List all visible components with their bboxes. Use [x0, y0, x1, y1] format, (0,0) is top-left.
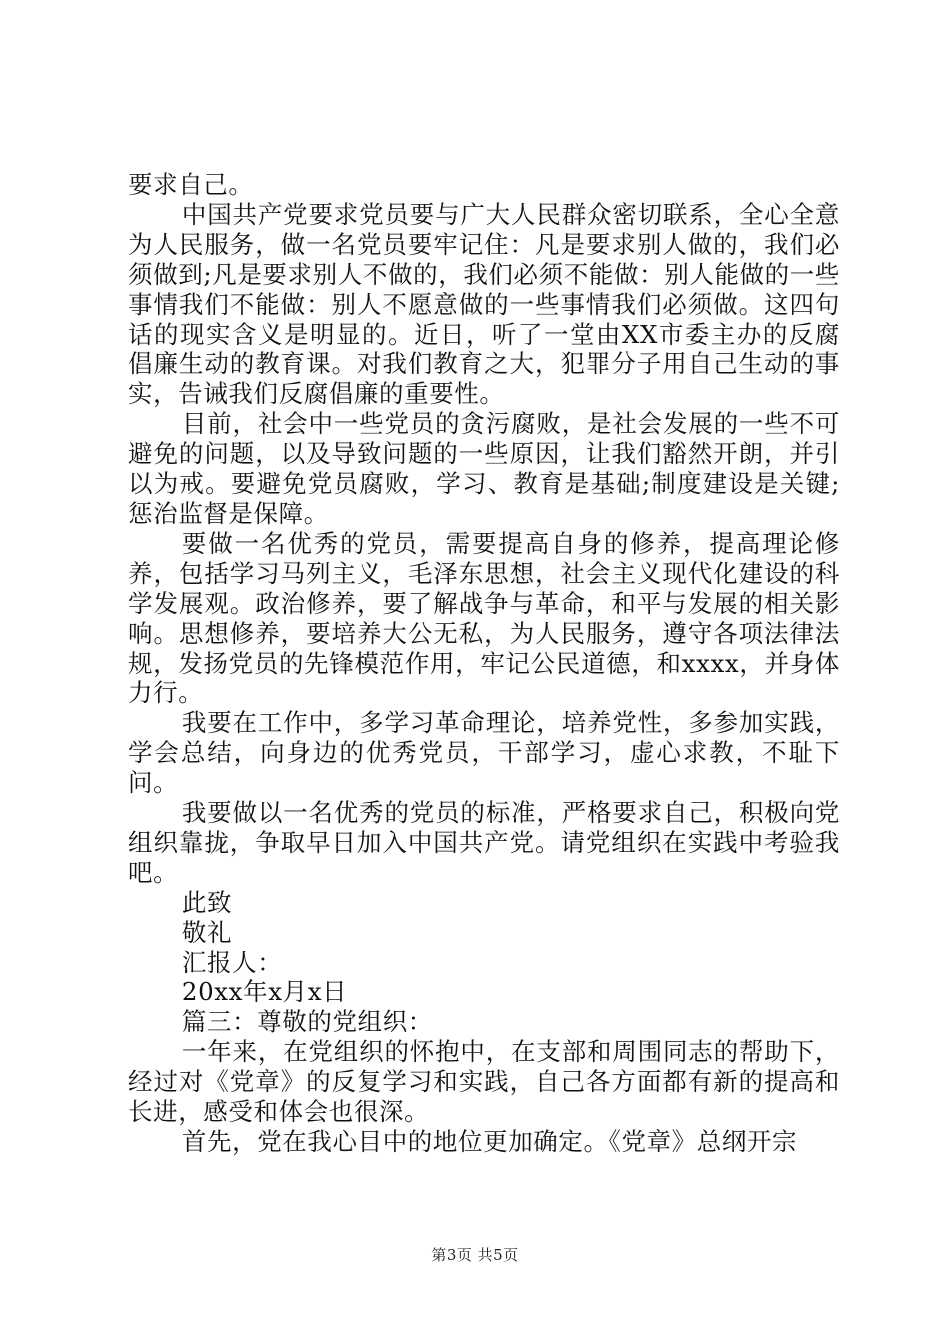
paragraph-1: 要求自己。	[128, 170, 254, 199]
section-heading: 篇三：尊敬的党组织：	[181, 1007, 433, 1037]
paragraph-7: 一年来，在党组织的怀抱中，在支部和周围同志的帮助下，经过对《党章》的反复学习和实践，自己各方面都有新的提高和长进，感受和体会也很深。	[128, 1037, 840, 1127]
paragraph-5: 我要在工作中，多学习革命理论，培养党性，多参加实践，学会总结，向身边的优秀党员，干部学习，虚心求教，不耻下问。	[128, 708, 840, 798]
paragraph-8: 首先，党在我心目中的地位更加确定。《党章》总纲开宗	[181, 1127, 798, 1156]
reporter-label: 汇报人：	[181, 947, 283, 977]
closing-salutation: 此致	[181, 887, 233, 917]
report-date: 20xx年x月x日	[181, 977, 348, 1007]
paragraph-2: 中国共产党要求党员要与广大人民群众密切联系，全心全意为人民服务，做一名党员要牢记住：凡是要求别人做的，我们必须做到;凡是要求别人不做的，我们必须不能做：别人能做的一些事情我们不能做：别人不愿意做的一些事情我们必须做。这四句话的现实含义是明显的。近日，听了一堂由XX市委主办的反腐倡廉生动的教育课。对我们教育之大，犯罪分子用自己生动的事实，告诫我们反腐倡廉的重要性。	[128, 199, 840, 409]
paragraph-4: 要做一名优秀的党员，需要提高自身的修养，提高理论修养，包括学习马列主义，毛泽东思想，社会主义现代化建设的科学发展观。政治修养，要了解战争与革命，和平与发展的相关影响。思想修养，要培养大公无私，为人民服务，遵守各项法律法规，发扬党员的先锋模范作用，牢记公民道德，和xxxx，并身体力行。	[128, 528, 840, 708]
closing-respect: 敬礼	[181, 917, 233, 947]
paragraph-3: 目前，社会中一些党员的贪污腐败，是社会发展的一些不可避免的问题，以及导致问题的一些原因，让我们豁然开朗，并引以为戒。要避免党员腐败，学习、教育是基础;制度建设是关键;惩治监督是保障。	[128, 409, 840, 528]
page-number-footer: 第3页 共5页	[431, 1246, 519, 1264]
paragraph-6: 我要做以一名优秀的党员的标准，严格要求自己，积极向党组织靠拢，争取早日加入中国共产党。请党组织在实践中考验我吧。	[128, 798, 840, 887]
document-body	[128, 170, 840, 1157]
